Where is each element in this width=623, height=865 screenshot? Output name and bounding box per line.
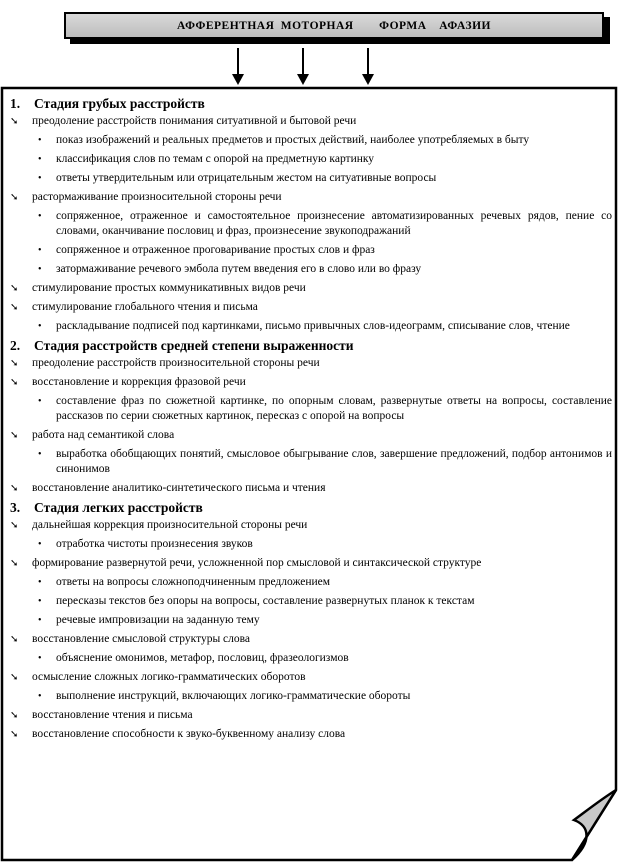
- sub-list-item-text: выполнение инструкций, включающих логико-грамматические обороты: [56, 690, 411, 702]
- sub-list-item: [32, 689, 612, 704]
- round-bullet-icon: •: [38, 173, 42, 184]
- list-item-text: дальнейшая коррекция произносительной стороны речи: [32, 519, 308, 531]
- sub-list-item-text: классификация слов по темам с опорой на предметную картинку: [56, 153, 375, 165]
- sub-list-item: [32, 133, 612, 148]
- sub-list-item: [32, 651, 612, 666]
- round-bullet-icon: •: [38, 577, 42, 588]
- sub-list-item: [32, 537, 612, 552]
- round-bullet-icon: •: [38, 321, 42, 332]
- sub-list-item-text: объяснение омонимов, метафор, пословиц, фразеологизмов: [56, 652, 349, 664]
- list-item: [10, 356, 612, 371]
- round-bullet-icon: •: [38, 653, 42, 664]
- curved-arrow-bullet-icon: ➘: [10, 116, 19, 127]
- sub-list-item-text: отработка чистоты произнесения звуков: [56, 538, 253, 550]
- curved-arrow-bullet-icon: ➘: [10, 672, 19, 683]
- list-item-text: работа над семантикой слова: [32, 429, 175, 441]
- sub-list-item: [32, 243, 612, 258]
- stage-title: Стадия грубых расстройств: [34, 96, 205, 111]
- list-item-text: восстановление способности к звуко-буквенному анализу слова: [32, 728, 346, 740]
- list-item: [10, 708, 612, 723]
- curved-arrow-bullet-icon: ➘: [10, 192, 19, 203]
- sub-list-item-text: выработка обобщающих понятий, смысловое обыгрывание слов, завершение предложений, подбор антонимов и синонимов: [56, 448, 612, 475]
- list-item: [10, 670, 612, 685]
- stage-heading: [10, 96, 612, 111]
- list-item: [10, 727, 612, 742]
- sub-list-item-text: показ изображений и реальных предметов и простых действий, наиболее употребляемых в быту: [56, 134, 530, 146]
- sub-list-item-text: раскладывание подписей под картинками, письмо привычных слов-идеограмм, списывание слов, чтение: [56, 320, 570, 332]
- list-item: [10, 481, 612, 496]
- list-item-text: преодоление расстройств произносительной стороны речи: [32, 357, 320, 369]
- list-item: [10, 114, 612, 129]
- sub-list-item: [32, 594, 612, 609]
- sub-list-item-text: составление фраз по сюжетной картинке, по опорным словам, развернутые ответы на вопросы, составление рассказов по серии сюжетных картинок, пересказ с опорой на вопросы: [56, 395, 612, 422]
- list-item: [10, 428, 612, 443]
- list-item: [10, 556, 612, 571]
- curved-arrow-bullet-icon: ➘: [10, 520, 19, 531]
- round-bullet-icon: •: [38, 396, 42, 407]
- curved-arrow-bullet-icon: ➘: [10, 283, 19, 294]
- content-list: [10, 94, 612, 746]
- sub-list-item: [32, 152, 612, 167]
- curved-arrow-bullet-icon: ➘: [10, 377, 19, 388]
- sub-list-item: [32, 262, 612, 277]
- curved-arrow-bullet-icon: ➘: [10, 710, 19, 721]
- round-bullet-icon: •: [38, 264, 42, 275]
- round-bullet-icon: •: [38, 449, 42, 460]
- stage-number: 1.: [10, 96, 21, 111]
- sub-list-item-text: сопряженное, отраженное и самостоятельное произнесение автоматизированных речевых рядов, пение со словами, оканчивание пословиц и фраз, произнесение звукоподражаний: [56, 210, 612, 237]
- round-bullet-icon: •: [38, 245, 42, 256]
- stage-number: 3.: [10, 500, 21, 515]
- list-item-text: стимулирование глобального чтения и письма: [32, 301, 258, 313]
- round-bullet-icon: •: [38, 154, 42, 165]
- round-bullet-icon: •: [38, 539, 42, 550]
- stage-title: Стадия легких расстройств: [34, 500, 203, 515]
- list-item: [10, 375, 612, 390]
- curved-arrow-bullet-icon: ➘: [10, 729, 19, 740]
- round-bullet-icon: •: [38, 596, 42, 607]
- list-item: [10, 190, 612, 205]
- sub-list-item-text: сопряженное и отраженное проговаривание простых слов и фраз: [56, 244, 375, 256]
- sub-list-item: [32, 171, 612, 186]
- list-item-text: восстановление чтения и письма: [32, 709, 193, 721]
- curved-arrow-bullet-icon: ➘: [10, 302, 19, 313]
- list-item-text: формирование развернутой речи, усложненной пор смысловой и синтаксической структуре: [32, 557, 482, 569]
- list-item-text: стимулирование простых коммуникативных видов речи: [32, 282, 306, 294]
- list-item: [10, 632, 612, 647]
- sub-list-item: [32, 447, 612, 477]
- sub-list-item: [32, 319, 612, 334]
- list-item: [10, 300, 612, 315]
- page-title: АФФЕРЕНТНАЯ МОТОРНАЯ ФОРМА АФАЗИИ: [177, 19, 491, 32]
- curved-arrow-bullet-icon: ➘: [10, 483, 19, 494]
- list-item-text: растормаживание произносительной стороны речи: [32, 191, 282, 203]
- stage-title: Стадия расстройств средней степени выраженности: [34, 338, 354, 353]
- list-item: [10, 518, 612, 533]
- curved-arrow-bullet-icon: ➘: [10, 558, 19, 569]
- list-item: [10, 281, 612, 296]
- sub-list-item-text: ответы на вопросы сложноподчиненным предложением: [56, 576, 331, 588]
- round-bullet-icon: •: [38, 211, 42, 222]
- curved-arrow-bullet-icon: ➘: [10, 358, 19, 369]
- sub-list-item-text: пересказы текстов без опоры на вопросы, составление развернутых планок к текстам: [56, 595, 475, 607]
- round-bullet-icon: •: [38, 615, 42, 626]
- curved-arrow-bullet-icon: ➘: [10, 430, 19, 441]
- list-item-text: восстановление и коррекция фразовой речи: [32, 376, 246, 388]
- list-item-text: преодоление расстройств понимания ситуативной и бытовой речи: [32, 115, 357, 127]
- sub-list-item: [32, 209, 612, 239]
- sub-list-item: [32, 575, 612, 590]
- stage-heading: [10, 338, 612, 353]
- stage-number: 2.: [10, 338, 21, 353]
- round-bullet-icon: •: [38, 135, 42, 146]
- sub-list-item-text: затормаживание речевого эмбола путем введения его в слово или во фразу: [56, 263, 422, 275]
- sub-list-item: [32, 613, 612, 628]
- list-item-text: восстановление смысловой структуры слова: [32, 633, 251, 645]
- sub-list-item-text: ответы утвердительным или отрицательным жестом на ситуативные вопросы: [56, 172, 437, 184]
- list-item-text: восстановление аналитико-синтетического письма и чтения: [32, 482, 326, 494]
- list-item-text: осмысление сложных логико-грамматических оборотов: [32, 671, 306, 683]
- sub-list-item-text: речевые импровизации на заданную тему: [56, 614, 260, 626]
- sub-list-item: [32, 394, 612, 424]
- round-bullet-icon: •: [38, 691, 42, 702]
- curved-arrow-bullet-icon: ➘: [10, 634, 19, 645]
- stage-heading: [10, 500, 612, 515]
